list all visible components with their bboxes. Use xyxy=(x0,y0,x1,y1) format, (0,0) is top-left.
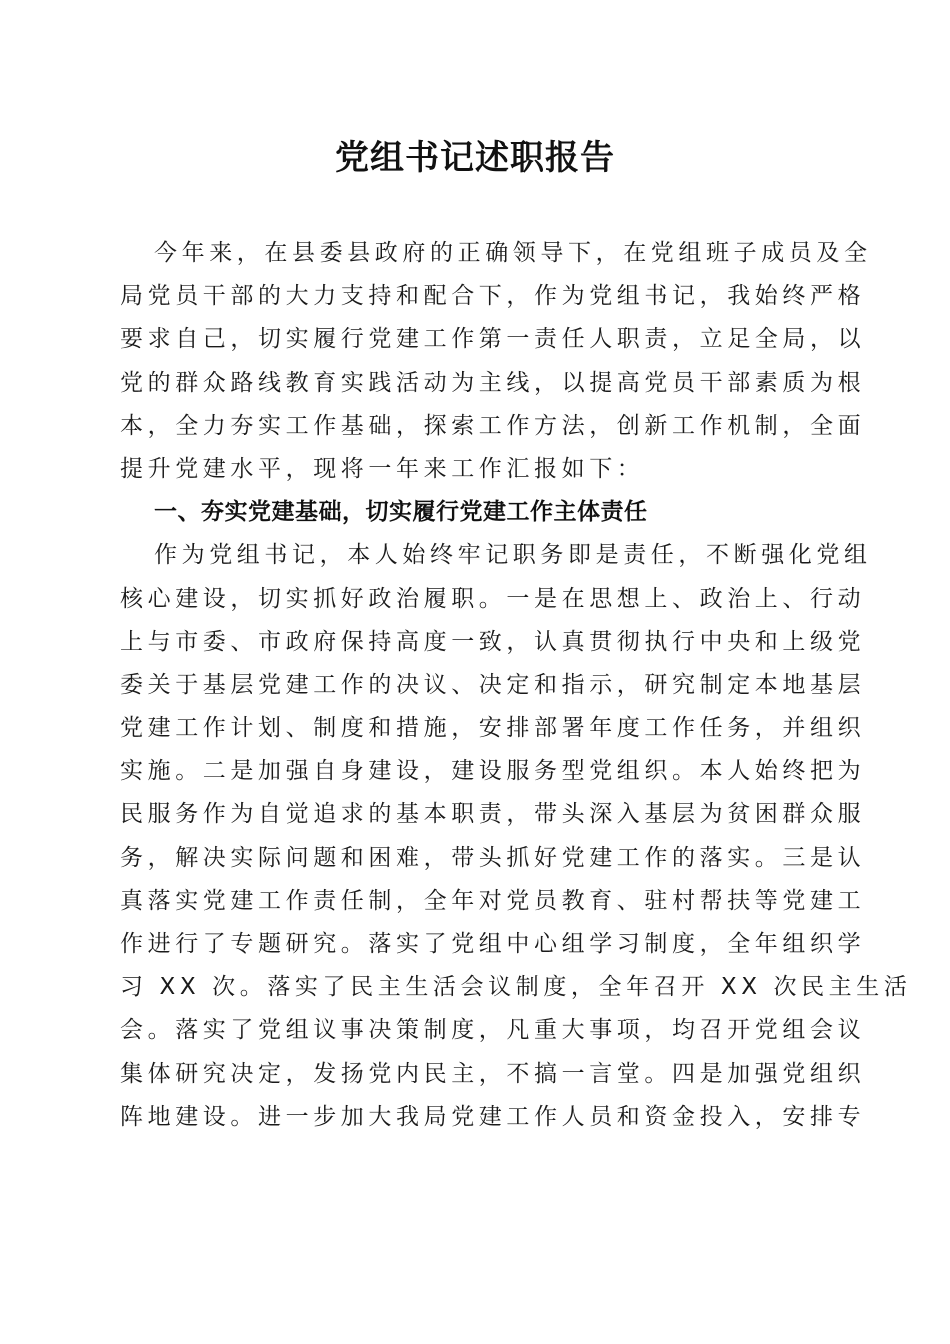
paragraph-line: 作为党组书记，本人始终牢记职务即是责任，不断强化党组 xyxy=(154,542,872,569)
section-heading: 一、夯实党建基础，切实履行党建工作主体责任 xyxy=(154,499,648,526)
paragraph-line: 局党员干部的大力支持和配合下，作为党组书记，我始终严格 xyxy=(120,283,866,310)
paragraph-line: 要求自己，切实履行党建工作第一责任人职责，立足全局，以 xyxy=(120,326,866,353)
section-paragraph xyxy=(120,534,912,1139)
paragraph-line: 今年来，在县委县政府的正确领导下，在党组班子成员及全 xyxy=(154,240,872,266)
paragraph-line: 本，全力夯实工作基础，探索工作方法，创新工作机制，全面 xyxy=(120,412,866,439)
paragraph-line: 真落实党建工作责任制，全年对党员教育、驻村帮扶等党建工 xyxy=(120,887,866,914)
paragraph-line: 核心建设，切实抓好政治履职。一是在思想上、政治上、行动 xyxy=(120,585,866,612)
document-body xyxy=(120,232,912,1139)
paragraph-line: 阵地建设。进一步加大我局党建工作人员和资金投入，安排专 xyxy=(120,1103,866,1130)
document-title: 党组书记述职报告 xyxy=(335,138,615,178)
paragraph-line: 上与市委、市政府保持高度一致，认真贯彻执行中央和上级党 xyxy=(120,628,866,655)
paragraph-line: 务，解决实际问题和困难，带头抓好党建工作的落实。三是认 xyxy=(120,844,866,871)
paragraph-line: 民服务作为自觉追求的基本职责，带头深入基层为贫困群众服 xyxy=(120,801,866,828)
paragraph-line: 实施。二是加强自身建设，建设服务型党组织。本人始终把为 xyxy=(120,758,866,785)
paragraph-line: 作进行了专题研究。落实了党组中心组学习制度，全年组织学 xyxy=(120,931,866,957)
paragraph-line: 习 XX 次。落实了民主生活会议制度，全年召开 XX 次民主生活 xyxy=(120,974,912,1001)
paragraph-line: 提升党建水平，现将一年来工作汇报如下： xyxy=(120,455,645,482)
paragraph-line: 党的群众路线教育实践活动为主线，以提高党员干部素质为根 xyxy=(120,369,866,396)
intro-paragraph xyxy=(120,232,872,491)
paragraph-line: 集体研究决定，发扬党内民主，不搞一言堂。四是加强党组织 xyxy=(120,1060,866,1087)
paragraph-line: 会。落实了党组议事决策制度，凡重大事项，均召开党组会议 xyxy=(120,1017,866,1044)
paragraph-line: 委关于基层党建工作的决议、决定和指示，研究制定本地基层 xyxy=(120,671,866,698)
paragraph-line: 党建工作计划、制度和措施，安排部署年度工作任务，并组织 xyxy=(120,715,866,742)
